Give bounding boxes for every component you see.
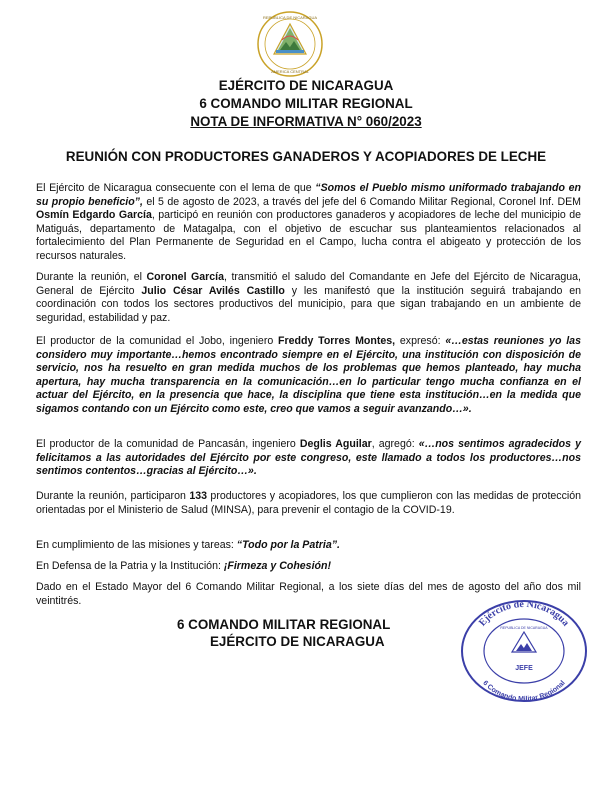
- stamp-inner-text: REPUBLICA DE NICARAGUA: [500, 626, 548, 630]
- paragraph-5: Durante la reunión, participaron 133 productores y acopiadores, los que cumplieron con las medidas de protección orientadas por el Ministerio de Salud (MINSA), para prevenir el contagio de la COVID-19.: [36, 490, 582, 516]
- header-command: 6 COMANDO MILITAR REGIONAL: [199, 96, 413, 111]
- paragraph-4: El productor de la comunidad de Pancasán, ingeniero Deglis Aguilar, agregó: «…nos sentimos agradecidos y felicitamos a las autoridades del Ejército por este congreso, este llamado a todos los productores…nos sentimos contentos…gracias al Ejército…».: [36, 438, 581, 478]
- svg-text:AMERICA CENTRAL: AMERICA CENTRAL: [271, 69, 309, 74]
- stamp-outer-text: Ejército de Nicaragua: [476, 598, 572, 629]
- signature-command: 6 COMANDO MILITAR REGIONAL: [177, 617, 391, 632]
- paragraph-2: Durante la reunión, el Coronel García, transmitió el saludo del Comandante en Jefe del Ejército de Nicaragua, General de Ejército Julio César Avilés Castillo y les manifestó que la institución seguirá trabajando en coordinación con todos los sectores productivos del municipio, para que sigan trabajando en un ambiente de seguridad, estabilidad y paz.: [36, 271, 581, 324]
- coat-of-arms-emblem: [251, 10, 329, 78]
- header-note-number: NOTA DE INFORMATIVA N° 060/2023: [190, 114, 422, 129]
- paragraph-1: El Ejército de Nicaragua consecuente con el lema de que “Somos el Pueblo mismo uniformado trabajando en su propio beneficio”, el 5 de agosto de 2023, a través del jefe del 6 Comando Militar Regional, Coronel Inf. DEM Osmín Edgardo García, participó en reunión con productores ganaderos y acopiadores de leche del municipio de Matiguás, departamento de Matagalpa, con el objetivo de escuchar sus planteamientos relacionados al fortalecimiento del Plan Permanente de Seguridad en el Campo, lucha contra el abigeato y protección de los recursos naturales.: [36, 182, 581, 262]
- svg-text:REPUBLICA DE NICARAGUA: REPUBLICA DE NICARAGUA: [262, 15, 318, 20]
- paragraph-3: El productor de la comunidad el Jobo, ingeniero Freddy Torres Montes, expresó: «…estas reuniones yo las considero muy importante…hemos encontrado siempre en el Ejército, una institución con disposición de servicio, nos ha resuelto en gran medida muchos de los problemas que hemos planteado, hay mucha apertura, hay mucha transparencia en la comunicación…en lo particular tengo mucha confianza en el actuar del Ejército, en la presencia que hace, la disciplina que tiene esta institución…en la medida que sigamos contando con un Ejército como este, creo que vamos a seguir avanzando…».: [36, 335, 581, 415]
- paragraph-motto-2: En Defensa de la Patria y la Institución: ¡Firmeza y Cohesión!: [36, 560, 331, 572]
- paragraph-closing: Dado en el Estado Mayor del 6 Comando Militar Regional, a los siete días del mes de agosto del año dos mil veintitrés.: [36, 581, 581, 607]
- stamp-bottom-text: 6 Comando Militar Regional: [481, 679, 567, 704]
- paragraph-motto-1: En cumplimiento de las misiones y tareas: “Todo por la Patria”.: [36, 539, 340, 551]
- header-org: EJÉRCITO DE NICARAGUA: [218, 78, 394, 93]
- official-stamp: [458, 597, 590, 705]
- document-title: REUNIÓN CON PRODUCTORES GANADEROS Y ACOPIADORES DE LECHE: [65, 149, 547, 164]
- svg-text:Ejército de Nicaragua: [477, 599, 571, 629]
- stamp-center-label: JEFE: [515, 665, 533, 672]
- signature-army: EJÉRCITO DE NICARAGUA: [210, 634, 385, 649]
